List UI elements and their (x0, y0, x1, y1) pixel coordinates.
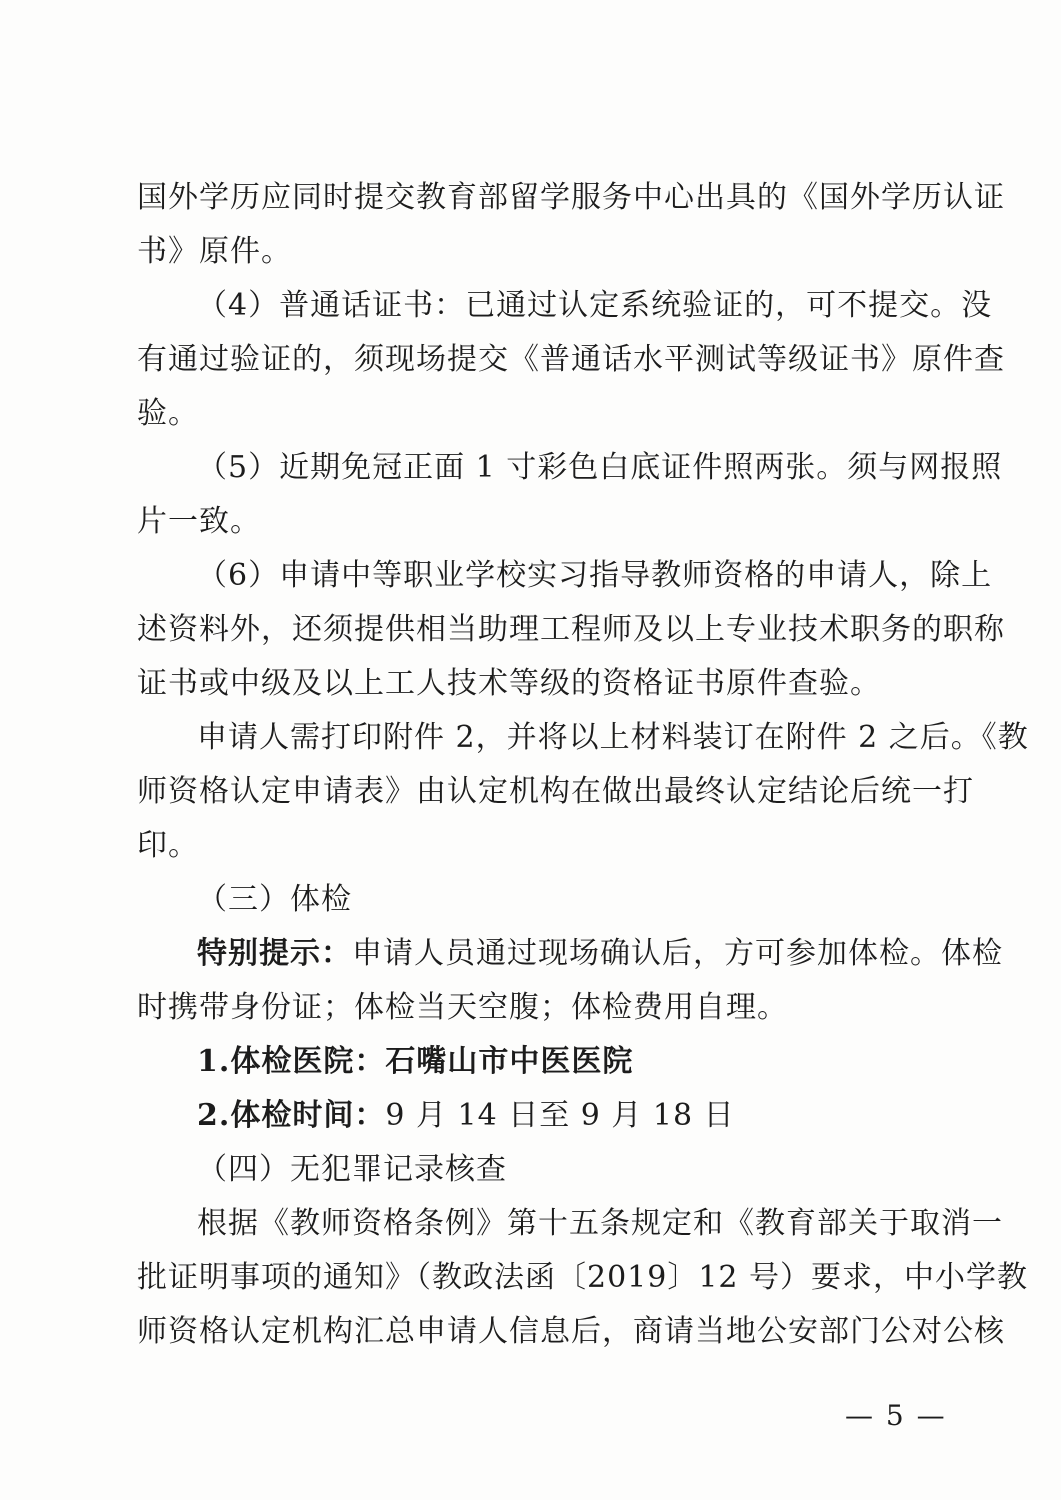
text-line: 证书或中级及以上工人技术等级的资格证书原件查验。 (137, 666, 881, 701)
text-line: 印。 (137, 828, 199, 863)
text-line: （6）申请中等职业学校实习指导教师资格的申请人，除上 (197, 558, 993, 593)
hospital-value: 石嘴山市中医医院 (385, 1044, 634, 1079)
text-line: 时携带身份证；体检当天空腹；体检费用自理。 (137, 990, 788, 1025)
special-notice-text: 申请人员通过现场确认后，方可参加体检。体检 (352, 936, 1003, 971)
text-line: 有通过验证的，须现场提交《普通话水平测试等级证书》原件查 (137, 342, 1005, 377)
text-line: 述资料外，还须提供相当助理工程师及以上专业技术职务的职称 (137, 612, 1005, 647)
text-line: 批证明事项的通知》（教政法函〔2019〕12 号）要求，中小学教 (137, 1260, 1029, 1295)
text-line: （5）近期免冠正面 1 寸彩色白底证件照两张。须与网报照 (197, 450, 1003, 485)
time-label: 2.体检时间： (197, 1098, 386, 1133)
text-line: 验。 (137, 396, 199, 431)
text-line: 师资格认定申请表》由认定机构在做出最终认定结论后统一打 (137, 774, 974, 809)
section-heading: （三）体检 (197, 882, 352, 917)
hospital-label: 1.体检医院： (197, 1044, 386, 1079)
text-line: （4）普通话证书：已通过认定系统验证的，可不提交。没 (197, 288, 993, 323)
time-value: 9 月 14 日至 9 月 18 日 (385, 1098, 735, 1133)
text-line: 申请人需打印附件 2，并将以上材料装订在附件 2 之后。《教 (197, 720, 1029, 755)
special-notice-label: 特别提示： (197, 936, 352, 971)
text-line: 片一致。 (137, 504, 261, 539)
time-line (197, 1096, 735, 1136)
page-number: — 5 — (845, 1399, 947, 1432)
special-notice-line (197, 934, 1003, 974)
text-line: 根据《教师资格条例》第十五条规定和《教育部关于取消一 (197, 1206, 1003, 1241)
hospital-line (197, 1042, 633, 1082)
text-line: 书》原件。 (137, 234, 292, 269)
text-line: 师资格认定机构汇总申请人信息后，商请当地公安部门公对公核 (137, 1314, 1005, 1349)
section-heading: （四）无犯罪记录核查 (197, 1152, 507, 1187)
text-line: 国外学历应同时提交教育部留学服务中心出具的《国外学历认证 (137, 180, 1005, 215)
